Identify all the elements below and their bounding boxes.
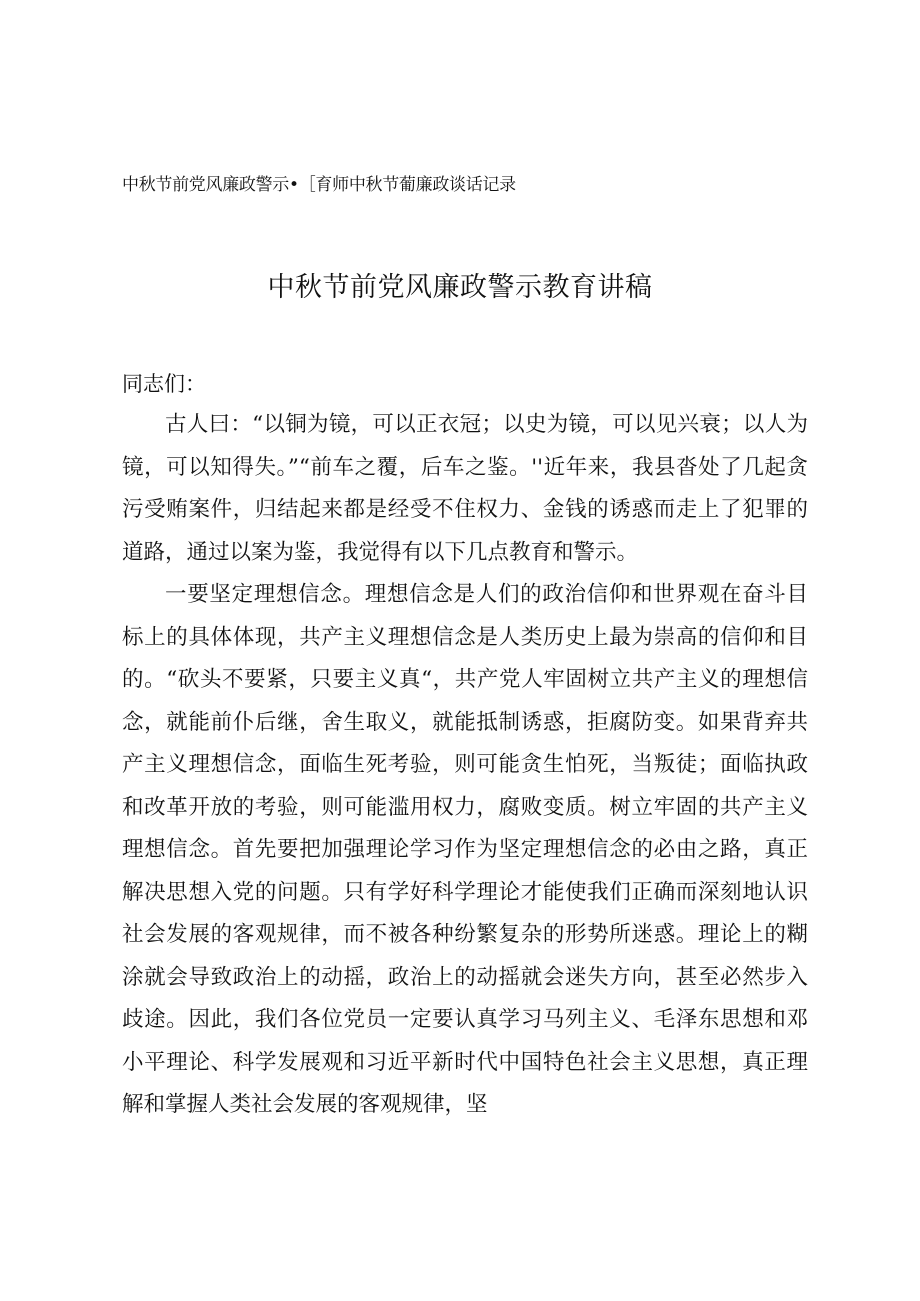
document-header: 中秋节前党风廉政警示•［育师中秋节葡廉政谈话记录 (122, 175, 516, 195)
salutation: 同志们： (122, 372, 206, 396)
paragraph-2: 一要坚定理想信念。理想信念是人们的政治信仰和世界观在奋斗目标上的具体体现，共产主义理想信念是人类历史上最为崇高的信仰和目的。“砍头不要紧，只要主义真“，共产党人牢固树立共产主义的理想信念，就能前仆后继，舍生取义，就能抵制诱惑，拒腐防变。如果背弃共产主义理想信念，面临生死考验，则可能贪生怕死，当叛徒；面临执政和改革开放的考验，则可能滥用权力，腐败变质。树立牢固的共产主义理想信念。首先要把加强理论学习作为坚定理想信念的必由之路，真正解决思想入党的问题。只有学好科学理论才能使我们正确而深刻地认识社会发展的客观规律，而不被各种纷繁复杂的形势所迷惑。理论上的糊涂就会导致政治上的动摇，政治上的动摇就会迷失方向，甚至必然步入歧途。因此，我们各位党员一定要认真学习马列主义、毛泽东思想和邓小平理论、科学发展观和习近平新时代中国特色社会主义思想，真正理解和掌握人类社会发展的客观规律，坚 (122, 582, 808, 1117)
document-title: 中秋节前党风廉政警示教育讲稿 (267, 272, 653, 303)
paragraph-1: 古人曰：“以铜为镜，可以正衣冠；以史为镜，可以见兴衰；以人为镜，可以知得失。”“前车之覆，后车之鉴。''近年来，我县沓处了几起贪污受贿案件，归结起来都是经受不住权力、金钱的诱惑而走上了犯罪的道路，通过以案为鉴，我觉得有以下几点教育和警示。 (122, 412, 808, 565)
document-body (122, 404, 808, 1127)
